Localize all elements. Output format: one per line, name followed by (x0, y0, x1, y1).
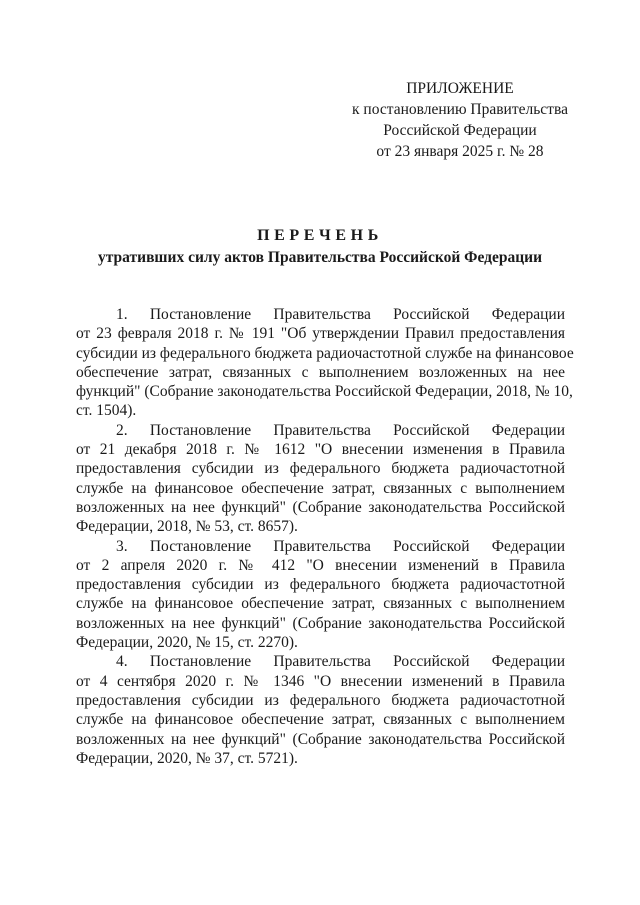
list-item-text-line: возложенных на нее функций" (Собрание законодательства Российской (76, 730, 565, 748)
appendix-reference: к постановлению Правительства (352, 101, 568, 118)
repealed-acts-list (76, 305, 574, 768)
appendix-heading: ПРИЛОЖЕНИЕ (406, 80, 514, 97)
list-item-heading-line: 1. Постановление Правительства Российской Федерации (116, 306, 565, 323)
list-item-text-line: Федерации, 2020, № 37, ст. 5721). (76, 749, 298, 767)
list-item-text-line: службе на финансовое обеспечение затрат, связанных с выполнением (76, 595, 565, 613)
list-item (76, 305, 574, 421)
list-item-heading-line: 3. Постановление Правительства Российской Федерации (116, 537, 565, 555)
list-item-text-line: от 4 сентября 2020 г. № 1346 "О внесении изменений в Правила (76, 672, 565, 690)
list-item-text-line: предоставления субсидии из федерального бюджета радиочастотной (76, 460, 565, 478)
list-item-text-line: Федерации, 2020, № 15, ст. 2270). (76, 634, 298, 652)
list-item-text-line: от 21 декабря 2018 г. № 1612 "О внесении изменения в Правила (76, 441, 565, 459)
list-item-text-line: функций" (Собрание законодательства Российской Федерации, 2018, № 10, (76, 383, 573, 401)
document-title: ПЕРЕЧЕНЬ (257, 227, 383, 244)
list-item (76, 652, 565, 768)
list-item-text-line: ст. 1504). (76, 402, 137, 420)
list-item-text-line: субсидии из федерального бюджета радиочастотной службе на финансовое (76, 344, 574, 362)
list-item-text-line: службе на финансовое обеспечение затрат, связанных с выполнением (76, 711, 565, 729)
list-item-text-line: возложенных на нее функций" (Собрание законодательства Российской (76, 498, 565, 516)
document-subtitle: утративших силу актов Правительства Российской Федерации (98, 249, 542, 266)
list-item-heading-line: 4. Постановление Правительства Российской Федерации (116, 653, 565, 671)
list-item (76, 421, 565, 537)
list-item-text-line: предоставления субсидии из федерального бюджета радиочастотной (76, 576, 565, 594)
appendix-authority: Российской Федерации (383, 122, 537, 139)
appendix-date-number: от 23 января 2025 г. № 28 (376, 143, 544, 160)
list-item-text-line: обеспечение затрат, связанных с выполнением возложенных на нее (76, 363, 565, 381)
list-item-text-line: службе на финансовое обеспечение затрат, связанных с выполнением (76, 479, 565, 497)
list-item-heading-line: 2. Постановление Правительства Российской Федерации (116, 421, 565, 439)
list-item (76, 537, 565, 653)
list-item-text-line: от 2 апреля 2020 г. № 412 "О внесении изменений в Правила (76, 556, 565, 574)
appendix-block (330, 78, 590, 162)
list-item-text-line: предоставления субсидии из федерального бюджета радиочастотной (76, 691, 565, 709)
list-item-text-line: возложенных на нее функций" (Собрание законодательства Российской (76, 614, 565, 632)
list-item-text-line: Федерации, 2018, № 53, ст. 8657). (76, 518, 298, 536)
list-item-text-line: от 23 февраля 2018 г. № 191 "Об утверждении Правил предоставления (76, 325, 565, 343)
